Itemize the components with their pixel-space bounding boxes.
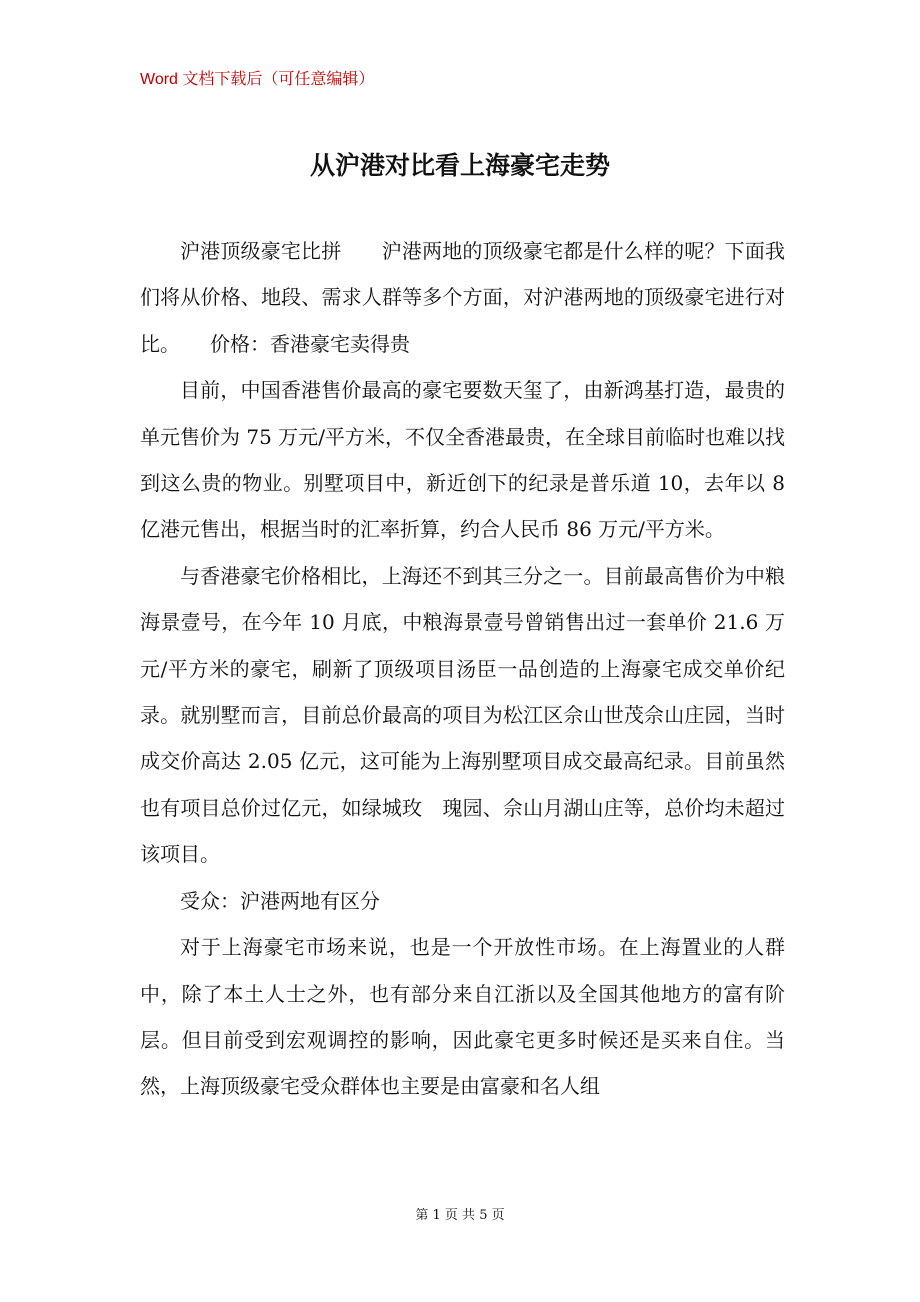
document-body xyxy=(140,228,785,1110)
section-heading-audience: 受众：沪港两地有区分 xyxy=(180,888,380,913)
download-note: Word 文档下载后（可任意编辑） xyxy=(140,71,375,88)
paragraph-audience: 对于上海豪宅市场来说，也是一个开放性市场。在上海置业的人群中，除了本土人士之外，也有部分来自江浙以及全国其他地方的富有阶层。但目前受到宏观调控的影响，因此豪宅更多时候还是买来自住。当然，上海顶级豪宅受众群体也主要是由富豪和名人组 xyxy=(140,935,785,1099)
paragraph-hongkong-price: 目前，中国香港售价最高的豪宅要数天玺了，由新鸿基打造，最贵的单元售价为 75 万元/平方米，不仅全香港最贵，在全球目前临时也难以找到这么贵的物业。别墅项目中，新近创下的纪录是普乐道 10，去年以 8 亿港元售出，根据当时的汇率折算，约合人民币 86 万元/平方米。 xyxy=(140,378,785,542)
paragraph-intro: 沪港顶级豪宅比拼 沪港两地的顶级豪宅都是什么样的呢？下面我们将从价格、地段、需求人群等多个方面，对沪港两地的顶级豪宅进行对比。 价格：香港豪宅卖得贵 xyxy=(140,239,785,356)
paragraph-shanghai-price: 与香港豪宅价格相比，上海还不到其三分之一。目前最高售价为中粮海景壹号，在今年 10 月底，中粮海景壹号曾销售出过一套单价 21.6 万元/平方米的豪宅，刷新了顶级项目汤臣一品创造的上海豪宅成交单价纪录。就别墅而言，目前总价最高的项目为松江区佘山世茂佘山庄园，当时成交价高达 2.05 亿元，这可能为上海别墅项目成交最高纪录。目前虽然也有项目总价过亿元，如绿城玫 瑰园、佘山月湖山庄等，总价均未超过该项目。 xyxy=(140,563,785,867)
document-title: 从沪港对比看上海豪宅走势 xyxy=(309,151,610,180)
page-footer: 第 1 页 共 5 页 xyxy=(415,1208,505,1223)
